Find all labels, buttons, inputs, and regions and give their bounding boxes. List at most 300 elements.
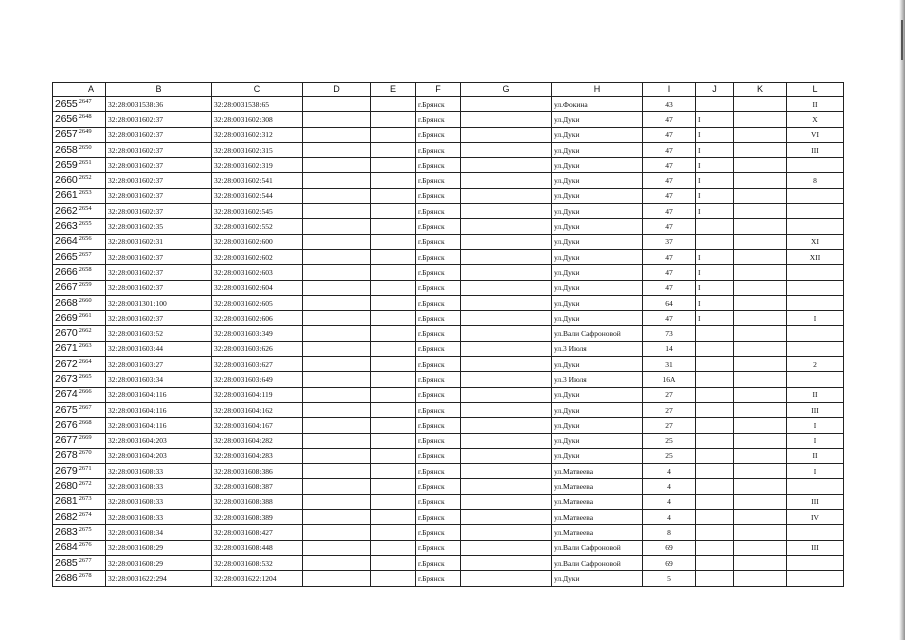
cell-g[interactable] [461, 173, 552, 188]
cell-k[interactable] [734, 387, 787, 402]
cell-f[interactable]: г.Брянск [416, 387, 461, 402]
cell-k[interactable] [734, 571, 787, 586]
cell-j[interactable] [696, 97, 734, 112]
cell-i[interactable]: 5 [643, 571, 696, 586]
cell-f[interactable]: г.Брянск [416, 127, 461, 142]
cell-j[interactable]: I [696, 127, 734, 142]
cell-e[interactable] [371, 204, 416, 219]
row-number-cell[interactable] [53, 402, 106, 417]
cell-b[interactable]: 32:28:0031602:37 [106, 249, 212, 264]
cell-d[interactable] [303, 357, 371, 372]
cell-h[interactable]: ул.3 Июля [552, 341, 643, 356]
cell-h[interactable]: ул.Дуки [552, 127, 643, 142]
cell-j[interactable]: I [696, 158, 734, 173]
cell-b[interactable]: 32:28:0031608:33 [106, 494, 212, 509]
cell-g[interactable] [461, 372, 552, 387]
cell-c[interactable]: 32:28:0031602:315 [212, 142, 303, 157]
cell-e[interactable] [371, 540, 416, 555]
cell-b[interactable]: 32:28:0031608:34 [106, 525, 212, 540]
cell-h[interactable]: ул.Матвеева [552, 525, 643, 540]
cell-h[interactable]: ул.Дуки [552, 418, 643, 433]
cell-j[interactable] [696, 555, 734, 570]
cell-b[interactable]: 32:28:0031538:36 [106, 97, 212, 112]
row-number-cell[interactable] [53, 494, 106, 509]
row-number-cell[interactable] [53, 357, 106, 372]
cell-c[interactable]: 32:28:0031608:448 [212, 540, 303, 555]
cell-j[interactable]: I [696, 249, 734, 264]
cell-f[interactable]: г.Брянск [416, 265, 461, 280]
cell-c[interactable]: 32:28:0031602:602 [212, 249, 303, 264]
cell-d[interactable] [303, 265, 371, 280]
cell-g[interactable] [461, 357, 552, 372]
cell-i[interactable]: 37 [643, 234, 696, 249]
cell-k[interactable] [734, 265, 787, 280]
cell-f[interactable]: г.Брянск [416, 311, 461, 326]
cell-j[interactable]: I [696, 280, 734, 295]
cell-h[interactable]: ул.Дуки [552, 295, 643, 310]
cell-c[interactable]: 32:28:0031602:605 [212, 295, 303, 310]
column-header-k[interactable]: K [734, 83, 787, 97]
cell-e[interactable] [371, 357, 416, 372]
cell-l[interactable]: II [787, 387, 844, 402]
cell-j[interactable] [696, 418, 734, 433]
cell-i[interactable]: 69 [643, 540, 696, 555]
cell-f[interactable]: г.Брянск [416, 372, 461, 387]
cell-j[interactable] [696, 357, 734, 372]
row-number-cell[interactable] [53, 510, 106, 525]
row-number-cell[interactable] [53, 448, 106, 463]
cell-i[interactable]: 14 [643, 341, 696, 356]
cell-h[interactable]: ул.Дуки [552, 234, 643, 249]
cell-k[interactable] [734, 433, 787, 448]
cell-l[interactable] [787, 219, 844, 234]
cell-l[interactable]: XI [787, 234, 844, 249]
row-number-cell[interactable] [53, 158, 106, 173]
cell-j[interactable] [696, 234, 734, 249]
cell-e[interactable] [371, 510, 416, 525]
cell-h[interactable]: ул.Дуки [552, 173, 643, 188]
cell-k[interactable] [734, 510, 787, 525]
cell-e[interactable] [371, 112, 416, 127]
cell-f[interactable]: г.Брянск [416, 494, 461, 509]
cell-i[interactable]: 64 [643, 295, 696, 310]
cell-l[interactable]: VI [787, 127, 844, 142]
cell-e[interactable] [371, 464, 416, 479]
cell-h[interactable]: ул.Дуки [552, 158, 643, 173]
cell-b[interactable]: 32:28:0031602:37 [106, 127, 212, 142]
cell-f[interactable]: г.Брянск [416, 555, 461, 570]
cell-g[interactable] [461, 555, 552, 570]
cell-g[interactable] [461, 433, 552, 448]
row-number-cell[interactable] [53, 311, 106, 326]
cell-i[interactable]: 43 [643, 97, 696, 112]
cell-l[interactable] [787, 571, 844, 586]
cell-e[interactable] [371, 188, 416, 203]
cell-l[interactable]: 8 [787, 173, 844, 188]
cell-c[interactable]: 32:28:0031608:387 [212, 479, 303, 494]
cell-j[interactable]: I [696, 265, 734, 280]
cell-j[interactable] [696, 540, 734, 555]
cell-d[interactable] [303, 494, 371, 509]
cell-k[interactable] [734, 448, 787, 463]
row-number-cell[interactable] [53, 372, 106, 387]
cell-d[interactable] [303, 158, 371, 173]
cell-c[interactable]: 32:28:0031604:283 [212, 448, 303, 463]
cell-j[interactable] [696, 433, 734, 448]
cell-f[interactable]: г.Брянск [416, 204, 461, 219]
cell-j[interactable] [696, 326, 734, 341]
cell-j[interactable] [696, 464, 734, 479]
cell-h[interactable]: ул.Фокина [552, 97, 643, 112]
cell-j[interactable] [696, 219, 734, 234]
cell-f[interactable]: г.Брянск [416, 448, 461, 463]
cell-b[interactable]: 32:28:0031602:35 [106, 219, 212, 234]
cell-g[interactable] [461, 142, 552, 157]
cell-d[interactable] [303, 249, 371, 264]
cell-g[interactable] [461, 341, 552, 356]
cell-h[interactable]: ул.Дуки [552, 448, 643, 463]
cell-e[interactable] [371, 311, 416, 326]
cell-g[interactable] [461, 510, 552, 525]
column-header-c[interactable]: C [212, 83, 303, 97]
cell-j[interactable] [696, 402, 734, 417]
cell-c[interactable]: 32:28:0031602:606 [212, 311, 303, 326]
cell-f[interactable]: г.Брянск [416, 158, 461, 173]
cell-l[interactable]: II [787, 448, 844, 463]
column-header-a[interactable]: A [87, 84, 94, 94]
cell-h[interactable]: ул.Дуки [552, 357, 643, 372]
cell-i[interactable]: 27 [643, 402, 696, 417]
cell-g[interactable] [461, 295, 552, 310]
cell-e[interactable] [371, 219, 416, 234]
cell-g[interactable] [461, 97, 552, 112]
cell-c[interactable]: 32:28:0031603:649 [212, 372, 303, 387]
cell-j[interactable]: I [696, 142, 734, 157]
cell-g[interactable] [461, 326, 552, 341]
cell-e[interactable] [371, 295, 416, 310]
cell-h[interactable]: ул.Дуки [552, 387, 643, 402]
cell-e[interactable] [371, 97, 416, 112]
cell-f[interactable]: г.Брянск [416, 464, 461, 479]
cell-k[interactable] [734, 494, 787, 509]
row-number-cell[interactable] [53, 295, 106, 310]
cell-c[interactable]: 32:28:0031602:603 [212, 265, 303, 280]
cell-k[interactable] [734, 341, 787, 356]
row-number-cell[interactable] [53, 97, 106, 112]
cell-c[interactable]: 32:28:0031603:627 [212, 357, 303, 372]
cell-d[interactable] [303, 448, 371, 463]
cell-c[interactable]: 32:28:0031622:1204 [212, 571, 303, 586]
cell-b[interactable]: 32:28:0031301:100 [106, 295, 212, 310]
cell-d[interactable] [303, 112, 371, 127]
row-number-cell[interactable] [53, 326, 106, 341]
cell-k[interactable] [734, 142, 787, 157]
cell-e[interactable] [371, 326, 416, 341]
cell-g[interactable] [461, 234, 552, 249]
cell-b[interactable]: 32:28:0031602:37 [106, 112, 212, 127]
column-header-i[interactable]: I [643, 83, 696, 97]
cell-b[interactable]: 32:28:0031602:37 [106, 265, 212, 280]
cell-j[interactable]: I [696, 112, 734, 127]
cell-d[interactable] [303, 311, 371, 326]
cell-d[interactable] [303, 433, 371, 448]
cell-i[interactable]: 47 [643, 173, 696, 188]
column-header-h[interactable]: H [552, 83, 643, 97]
cell-c[interactable]: 32:28:0031603:626 [212, 341, 303, 356]
cell-c[interactable]: 32:28:0031604:282 [212, 433, 303, 448]
cell-b[interactable]: 32:28:0031602:37 [106, 188, 212, 203]
cell-k[interactable] [734, 418, 787, 433]
cell-b[interactable]: 32:28:0031604:116 [106, 418, 212, 433]
cell-i[interactable]: 27 [643, 418, 696, 433]
cell-b[interactable]: 32:28:0031603:52 [106, 326, 212, 341]
corner-cell[interactable] [53, 83, 106, 97]
cell-i[interactable]: 47 [643, 265, 696, 280]
cell-k[interactable] [734, 112, 787, 127]
cell-i[interactable]: 47 [643, 142, 696, 157]
cell-d[interactable] [303, 510, 371, 525]
row-number-cell[interactable] [53, 280, 106, 295]
cell-d[interactable] [303, 418, 371, 433]
column-header-f[interactable]: F [416, 83, 461, 97]
cell-c[interactable]: 32:28:0031602:604 [212, 280, 303, 295]
cell-e[interactable] [371, 158, 416, 173]
cell-l[interactable] [787, 326, 844, 341]
cell-j[interactable]: I [696, 311, 734, 326]
cell-k[interactable] [734, 402, 787, 417]
cell-d[interactable] [303, 540, 371, 555]
cell-b[interactable]: 32:28:0031602:31 [106, 234, 212, 249]
cell-h[interactable]: ул.Вали Сафроновой [552, 540, 643, 555]
cell-k[interactable] [734, 357, 787, 372]
cell-g[interactable] [461, 571, 552, 586]
row-number-cell[interactable] [53, 555, 106, 570]
cell-g[interactable] [461, 525, 552, 540]
cell-b[interactable]: 32:28:0031608:29 [106, 555, 212, 570]
cell-c[interactable]: 32:28:0031602:308 [212, 112, 303, 127]
cell-l[interactable] [787, 158, 844, 173]
cell-i[interactable]: 31 [643, 357, 696, 372]
cell-c[interactable]: 32:28:0031538:65 [212, 97, 303, 112]
cell-l[interactable]: IV [787, 510, 844, 525]
cell-f[interactable]: г.Брянск [416, 433, 461, 448]
cell-b[interactable]: 32:28:0031603:27 [106, 357, 212, 372]
cell-l[interactable]: I [787, 464, 844, 479]
row-number-cell[interactable] [53, 433, 106, 448]
cell-j[interactable]: I [696, 204, 734, 219]
cell-i[interactable]: 47 [643, 280, 696, 295]
cell-e[interactable] [371, 234, 416, 249]
cell-e[interactable] [371, 555, 416, 570]
cell-g[interactable] [461, 249, 552, 264]
cell-k[interactable] [734, 479, 787, 494]
row-number-cell[interactable] [53, 540, 106, 555]
cell-f[interactable]: г.Брянск [416, 97, 461, 112]
cell-l[interactable] [787, 479, 844, 494]
cell-g[interactable] [461, 311, 552, 326]
cell-k[interactable] [734, 234, 787, 249]
cell-f[interactable]: г.Брянск [416, 219, 461, 234]
cell-l[interactable] [787, 341, 844, 356]
cell-f[interactable]: г.Брянск [416, 188, 461, 203]
cell-e[interactable] [371, 280, 416, 295]
cell-j[interactable] [696, 525, 734, 540]
cell-c[interactable]: 32:28:0031602:545 [212, 204, 303, 219]
cell-e[interactable] [371, 525, 416, 540]
cell-i[interactable]: 47 [643, 204, 696, 219]
cell-l[interactable] [787, 525, 844, 540]
cell-d[interactable] [303, 326, 371, 341]
cell-g[interactable] [461, 479, 552, 494]
cell-k[interactable] [734, 173, 787, 188]
cell-g[interactable] [461, 188, 552, 203]
cell-l[interactable] [787, 204, 844, 219]
cell-c[interactable]: 32:28:0031602:541 [212, 173, 303, 188]
cell-j[interactable] [696, 510, 734, 525]
cell-g[interactable] [461, 418, 552, 433]
cell-h[interactable]: ул.Дуки [552, 112, 643, 127]
cell-c[interactable]: 32:28:0031604:167 [212, 418, 303, 433]
cell-i[interactable]: 47 [643, 249, 696, 264]
cell-i[interactable]: 4 [643, 494, 696, 509]
cell-j[interactable] [696, 479, 734, 494]
row-number-cell[interactable] [53, 219, 106, 234]
cell-j[interactable]: I [696, 188, 734, 203]
cell-d[interactable] [303, 464, 371, 479]
cell-d[interactable] [303, 341, 371, 356]
cell-k[interactable] [734, 158, 787, 173]
cell-g[interactable] [461, 402, 552, 417]
cell-f[interactable]: г.Брянск [416, 479, 461, 494]
cell-c[interactable]: 32:28:0031602:319 [212, 158, 303, 173]
cell-e[interactable] [371, 418, 416, 433]
cell-h[interactable]: ул.Дуки [552, 265, 643, 280]
cell-d[interactable] [303, 127, 371, 142]
cell-c[interactable]: 32:28:0031602:312 [212, 127, 303, 142]
cell-i[interactable]: 47 [643, 219, 696, 234]
cell-d[interactable] [303, 142, 371, 157]
cell-j[interactable] [696, 372, 734, 387]
cell-i[interactable]: 69 [643, 555, 696, 570]
cell-l[interactable]: III [787, 402, 844, 417]
cell-i[interactable]: 47 [643, 158, 696, 173]
column-header-d[interactable]: D [303, 83, 371, 97]
cell-c[interactable]: 32:28:0031608:388 [212, 494, 303, 509]
row-number-cell[interactable] [53, 204, 106, 219]
cell-k[interactable] [734, 249, 787, 264]
cell-d[interactable] [303, 188, 371, 203]
row-number-cell[interactable] [53, 188, 106, 203]
cell-e[interactable] [371, 127, 416, 142]
cell-l[interactable]: X [787, 112, 844, 127]
cell-b[interactable]: 32:28:0031602:37 [106, 142, 212, 157]
cell-c[interactable]: 32:28:0031604:162 [212, 402, 303, 417]
cell-h[interactable]: ул.Дуки [552, 402, 643, 417]
cell-l[interactable]: 2 [787, 357, 844, 372]
cell-c[interactable]: 32:28:0031602:600 [212, 234, 303, 249]
cell-b[interactable]: 32:28:0031602:37 [106, 173, 212, 188]
cell-g[interactable] [461, 448, 552, 463]
cell-h[interactable]: ул.Матвеева [552, 494, 643, 509]
cell-c[interactable]: 32:28:0031604:119 [212, 387, 303, 402]
cell-d[interactable] [303, 173, 371, 188]
cell-d[interactable] [303, 295, 371, 310]
row-number-cell[interactable] [53, 234, 106, 249]
cell-f[interactable]: г.Брянск [416, 112, 461, 127]
cell-k[interactable] [734, 188, 787, 203]
cell-e[interactable] [371, 341, 416, 356]
cell-e[interactable] [371, 173, 416, 188]
cell-h[interactable]: ул.Дуки [552, 433, 643, 448]
cell-g[interactable] [461, 112, 552, 127]
cell-f[interactable]: г.Брянск [416, 510, 461, 525]
cell-j[interactable] [696, 387, 734, 402]
cell-j[interactable]: I [696, 295, 734, 310]
cell-l[interactable]: III [787, 540, 844, 555]
cell-f[interactable]: г.Брянск [416, 173, 461, 188]
cell-g[interactable] [461, 540, 552, 555]
cell-f[interactable]: г.Брянск [416, 540, 461, 555]
cell-g[interactable] [461, 387, 552, 402]
cell-b[interactable]: 32:28:0031602:37 [106, 280, 212, 295]
cell-f[interactable]: г.Брянск [416, 525, 461, 540]
cell-j[interactable]: I [696, 173, 734, 188]
cell-f[interactable]: г.Брянск [416, 418, 461, 433]
cell-b[interactable]: 32:28:0031608:33 [106, 510, 212, 525]
cell-e[interactable] [371, 372, 416, 387]
cell-e[interactable] [371, 249, 416, 264]
cell-i[interactable]: 4 [643, 479, 696, 494]
cell-d[interactable] [303, 387, 371, 402]
cell-f[interactable]: г.Брянск [416, 571, 461, 586]
cell-c[interactable]: 32:28:0031608:389 [212, 510, 303, 525]
cell-h[interactable]: ул.Дуки [552, 311, 643, 326]
cell-k[interactable] [734, 464, 787, 479]
cell-f[interactable]: г.Брянск [416, 341, 461, 356]
cell-h[interactable]: ул.Дуки [552, 142, 643, 157]
row-number-cell[interactable] [53, 127, 106, 142]
cell-k[interactable] [734, 540, 787, 555]
cell-d[interactable] [303, 555, 371, 570]
cell-k[interactable] [734, 555, 787, 570]
cell-d[interactable] [303, 525, 371, 540]
row-number-cell[interactable] [53, 418, 106, 433]
cell-j[interactable] [696, 571, 734, 586]
row-number-cell[interactable] [53, 387, 106, 402]
cell-e[interactable] [371, 571, 416, 586]
cell-b[interactable]: 32:28:0031604:203 [106, 433, 212, 448]
cell-f[interactable]: г.Брянск [416, 326, 461, 341]
cell-k[interactable] [734, 97, 787, 112]
cell-i[interactable]: 25 [643, 448, 696, 463]
cell-b[interactable]: 32:28:0031622:294 [106, 571, 212, 586]
cell-i[interactable]: 73 [643, 326, 696, 341]
cell-e[interactable] [371, 448, 416, 463]
cell-h[interactable]: ул.Дуки [552, 188, 643, 203]
cell-g[interactable] [461, 265, 552, 280]
cell-f[interactable]: г.Брянск [416, 142, 461, 157]
cell-k[interactable] [734, 295, 787, 310]
cell-l[interactable] [787, 188, 844, 203]
cell-i[interactable]: 8 [643, 525, 696, 540]
column-header-b[interactable]: B [106, 83, 212, 97]
cell-b[interactable]: 32:28:0031603:34 [106, 372, 212, 387]
cell-i[interactable]: 47 [643, 112, 696, 127]
cell-c[interactable]: 32:28:0031608:532 [212, 555, 303, 570]
cell-l[interactable]: III [787, 142, 844, 157]
cell-i[interactable]: 4 [643, 464, 696, 479]
cell-i[interactable]: 16А [643, 372, 696, 387]
